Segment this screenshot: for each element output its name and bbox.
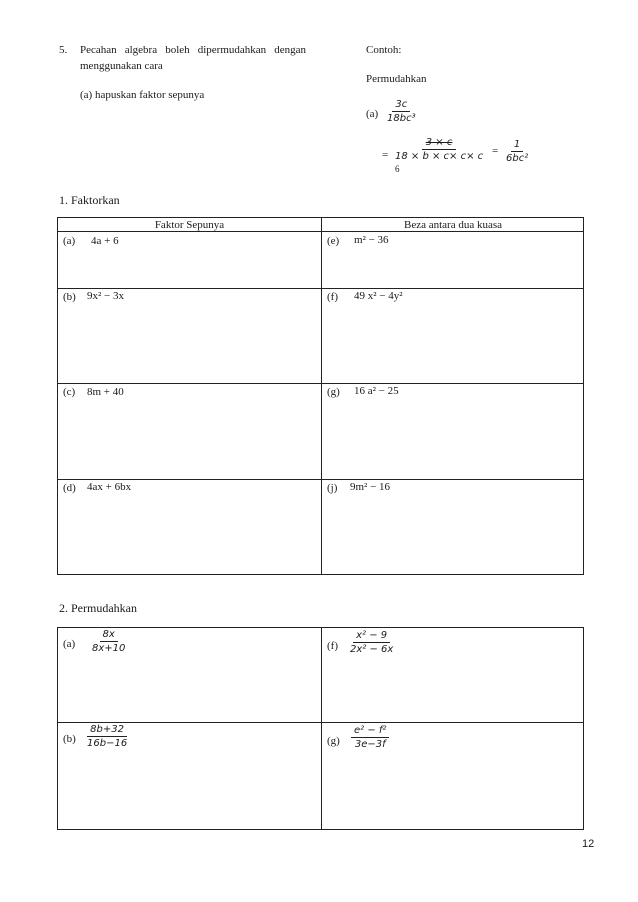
simplify-row-g-denominator: 3e−3f: [354, 739, 386, 750]
example-step-fraction: [392, 136, 486, 163]
simplify-row-a-label: (a): [63, 638, 76, 650]
factor-row-j-label: (j): [327, 482, 338, 494]
simplify-row-b-label: (b): [63, 733, 76, 745]
factor-row-b-expr: 9x² − 3x: [87, 290, 125, 302]
factor-row-e-label: (e): [327, 235, 340, 247]
section1-heading: 1. Faktorkan: [59, 193, 120, 207]
example-fraction-numerator: 3c: [392, 98, 410, 112]
simplify-row-f-denominator: 2x² − 6x: [350, 644, 394, 655]
page-number: 12: [582, 838, 595, 850]
simplify-table: [57, 627, 584, 830]
section2-heading: 2. Permudahkan: [59, 601, 137, 615]
example-instruction: Permudahkan: [366, 73, 427, 85]
factor-row-a-label: (a): [63, 235, 76, 247]
intro-item-number: 5.: [59, 44, 68, 56]
factor-table-divider: [321, 218, 322, 574]
factor-row-f-label: (f): [327, 291, 338, 303]
factor-table-header-left: Faktor Sepunya: [154, 219, 225, 231]
example-result-denominator: 6bc²: [506, 153, 529, 164]
example-step-den-sub: 6: [395, 164, 400, 174]
example-heading: Contoh:: [366, 44, 402, 56]
simplify-row-b-denominator: 16b−16: [87, 738, 128, 749]
simplify-row-b-numerator: 8b+32: [87, 723, 127, 737]
simplify-row-g-numerator: e² − f²: [351, 724, 389, 738]
factor-row-g-expr: 16 a² − 25: [354, 385, 399, 397]
factor-row-g-label: (g): [327, 386, 340, 398]
factor-row-j-expr: 9m² − 16: [350, 481, 391, 493]
factor-table-header-line: [58, 231, 583, 232]
example-label: (a): [366, 108, 379, 120]
factor-table-row-line: [58, 383, 583, 384]
example-equals-1: =: [382, 149, 389, 161]
simplify-row-g-label: (g): [327, 735, 340, 747]
simplify-row-f-fraction: [347, 629, 396, 656]
factor-table-header-right: Beza antara dua kuasa: [403, 219, 503, 231]
factor-row-d-expr: 4ax + 6bx: [87, 481, 132, 493]
factor-table-row-line: [58, 479, 583, 480]
example-result-numerator: 1: [511, 138, 523, 152]
simplify-row-f-label: (f): [327, 640, 338, 652]
factor-row-c-expr: 8m + 40: [87, 386, 124, 398]
factor-row-b-label: (b): [63, 291, 76, 303]
intro-text-line1: Pecahan algebra boleh dipermudahkan dengan: [80, 44, 306, 56]
intro-sub-a: (a) hapuskan faktor sepunya: [80, 89, 205, 101]
example-step-numerator-text: 3 × c: [425, 137, 453, 148]
factor-row-d-label: (d): [63, 482, 76, 494]
example-fraction-denominator: 18bc³: [387, 113, 416, 124]
factor-table: [57, 217, 584, 575]
factor-row-a-expr: 4a + 6: [91, 235, 119, 247]
factor-row-c-label: (c): [63, 386, 76, 398]
factor-table-row-line: [58, 288, 583, 289]
simplify-row-g-fraction: [351, 724, 389, 751]
simplify-row-a-numerator: 8x: [100, 628, 118, 642]
intro-text-line2: menggunakan cara: [80, 60, 163, 72]
example-step-numerator: [422, 136, 457, 150]
example-step-denominator: 18 × b × c× c× c: [395, 151, 484, 162]
simplify-row-a-denominator: 8x+10: [92, 643, 126, 654]
factor-row-f-expr: 49 x² − 4y²: [354, 290, 403, 302]
simplify-table-row-line: [58, 722, 583, 723]
factor-row-e-expr: m² − 36: [354, 234, 389, 246]
simplify-row-a-fraction: [89, 628, 128, 655]
simplify-table-divider: [321, 628, 322, 829]
example-result-fraction: [503, 138, 531, 165]
simplify-row-b-fraction: [84, 723, 130, 750]
example-fraction: [384, 98, 419, 125]
example-equals-2: =: [492, 145, 499, 157]
simplify-row-f-numerator: x² − 9: [353, 629, 390, 643]
